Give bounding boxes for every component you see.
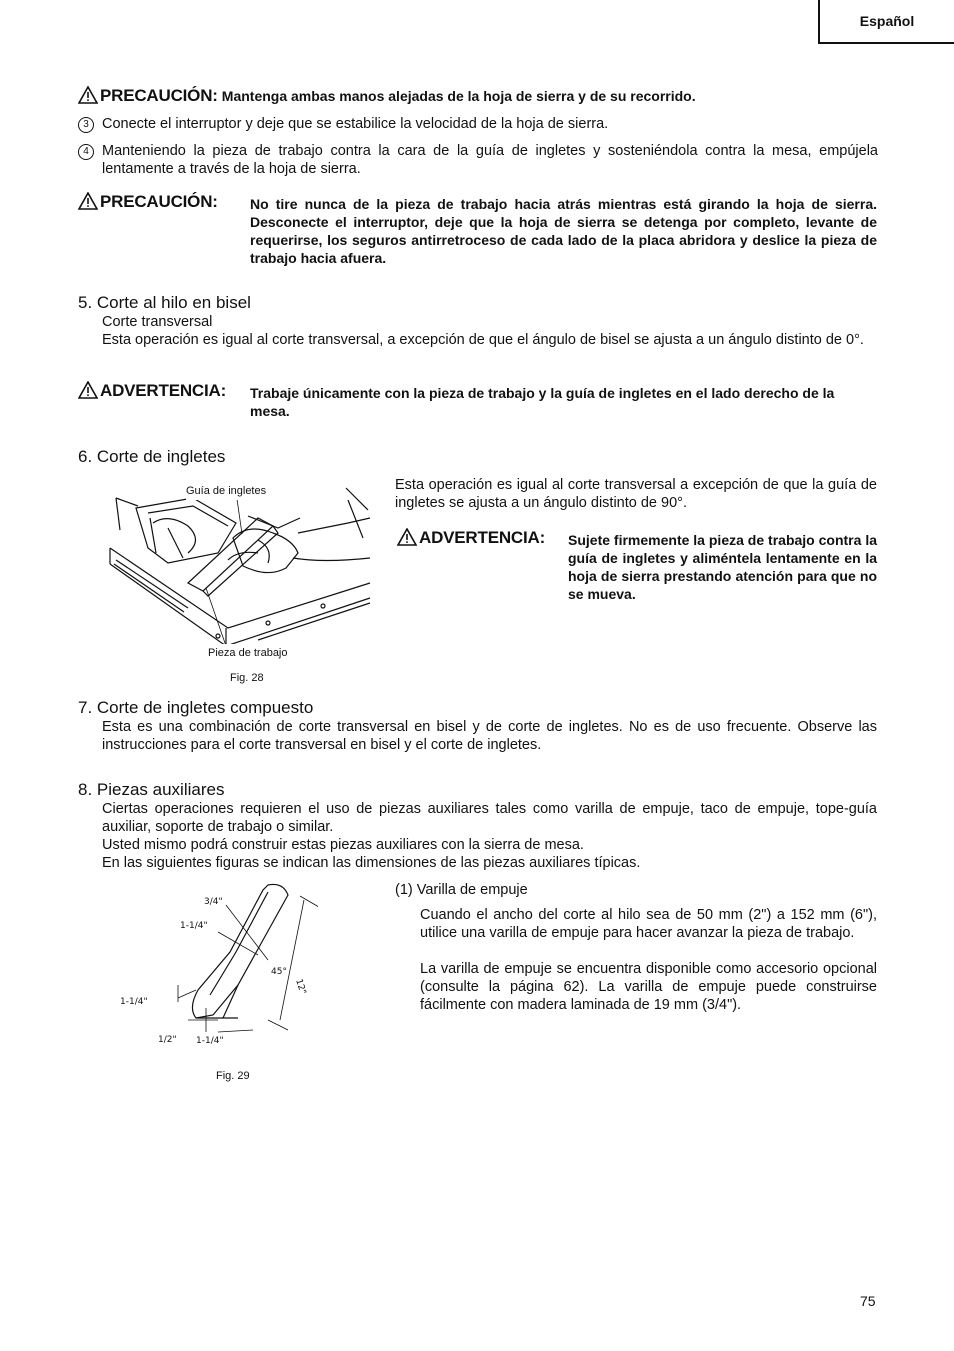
miter-cut-illustration	[108, 478, 376, 668]
dim-label: 45°	[271, 967, 287, 977]
warning-triangle-icon	[78, 86, 98, 104]
warning-triangle-icon	[397, 528, 417, 546]
section-7-text: Esta es una combinación de corte transversal en bisel y de corte de ingletes. No es de uso frecuente. Observe las instrucciones para el corte transversal en bisel y el corte de ingletes.	[102, 719, 877, 753]
caution-text: No tire nunca de la pieza de trabajo hacia atrás mientras está girando la hoja de sierra. Desconecte el interruptor, deje que la hoja de sierra se detenga por completo, levante de requerirse, los seguros antirretroceso de cada lado de la placa abridora y deslice la pieza de trabajo hacia afuera.	[250, 196, 877, 266]
dim-label: 1/2"	[158, 1035, 177, 1045]
fig28-caption: Fig. 28	[230, 672, 264, 684]
section-5-text: Esta operación es igual al corte transversal, a excepción de que el ángulo de bisel se ajusta a un ángulo distinto de 0°.	[102, 332, 864, 348]
warning-triangle-icon	[78, 381, 98, 399]
fig28-label-guide: Guía de ingletes	[186, 482, 266, 500]
step-4	[78, 142, 878, 178]
step-text: Manteniendo la pieza de trabajo contra la cara de la guía de ingletes y sosteniéndola contra la mesa, empújela lentamente a través de la hoja de sierra.	[102, 143, 878, 177]
language-label: Español	[859, 13, 915, 29]
section-8-paragraph-3: En las siguientes figuras se indican las dimensiones de las piezas auxiliares típicas.	[102, 855, 641, 871]
fig29-caption: Fig. 29	[216, 1070, 250, 1082]
section-5-title: 5. Corte al hilo en bisel	[78, 293, 251, 312]
step-number: 3	[78, 117, 94, 133]
fig28-label-workpiece: Pieza de trabajo	[208, 644, 288, 662]
step-text: Conecte el interruptor y deje que se estabilice la velocidad de la hoja de sierra.	[102, 116, 609, 132]
dim-label: 1-1/4"	[120, 997, 148, 1007]
figure-29	[118, 880, 318, 1085]
dim-label: 1-1/4"	[180, 921, 208, 931]
push-stick-title: (1) Varilla de empuje	[395, 882, 528, 898]
section-5-subtitle: Corte transversal	[102, 314, 213, 330]
warning-label: ADVERTENCIA:	[100, 381, 227, 400]
step-number: 4	[78, 144, 94, 160]
caution-label: PRECAUCIÓN:	[100, 192, 218, 211]
push-stick-illustration	[118, 880, 318, 1060]
dim-label: 3/4"	[204, 897, 223, 907]
warning-text: Trabaje únicamente con la pieza de trabajo y la guía de ingletes en el lado derecho de la mesa.	[250, 385, 835, 419]
push-stick-paragraph-2: La varilla de empuje se encuentra disponible como accesorio opcional (consulte la página 62). La varilla de empuje puede construirse fácilmente con madera laminada de 19 mm (3/4").	[420, 961, 877, 1013]
caution-label: PRECAUCIÓN:	[100, 86, 218, 105]
warning-triangle-icon	[78, 192, 98, 210]
section-8-paragraph-1: Ciertas operaciones requieren el uso de piezas auxiliares tales como varilla de empuje, taco de empuje, tope-guía auxiliar, soporte de trabajo o similar.	[102, 801, 877, 835]
figure-28	[108, 478, 376, 688]
caution-text: Mantenga ambas manos alejadas de la hoja de sierra y de su recorrido.	[221, 88, 696, 104]
push-stick-paragraph-1: Cuando el ancho del corte al hilo sea de 50 mm (2") a 152 mm (6"), utilice una varilla de empuje para hacer avanzar la pieza de trabajo.	[420, 907, 877, 941]
step-3	[78, 115, 878, 133]
page-number: 75	[860, 1293, 876, 1309]
caution-block-1	[78, 86, 878, 106]
section-6-title: 6. Corte de ingletes	[78, 447, 226, 466]
dim-label: 12"	[293, 977, 308, 996]
section-8-title: 8. Piezas auxiliares	[78, 780, 225, 799]
section-8-paragraph-2: Usted mismo podrá construir estas piezas auxiliares con la sierra de mesa.	[102, 837, 584, 853]
warning-text: Sujete firmemente la pieza de trabajo contra la guía de ingletes y aliméntela lentamente en la hoja de sierra prestando atención para que no se mueva.	[568, 532, 877, 602]
section-6-text: Esta operación es igual al corte transversal a excepción de que la guía de ingletes se ajusta a un ángulo distinto de 90°.	[395, 477, 877, 511]
section-7-title: 7. Corte de ingletes compuesto	[78, 698, 314, 717]
dim-label: 1-1/4"	[196, 1036, 224, 1046]
warning-label: ADVERTENCIA:	[419, 528, 546, 547]
language-tab	[818, 0, 954, 44]
